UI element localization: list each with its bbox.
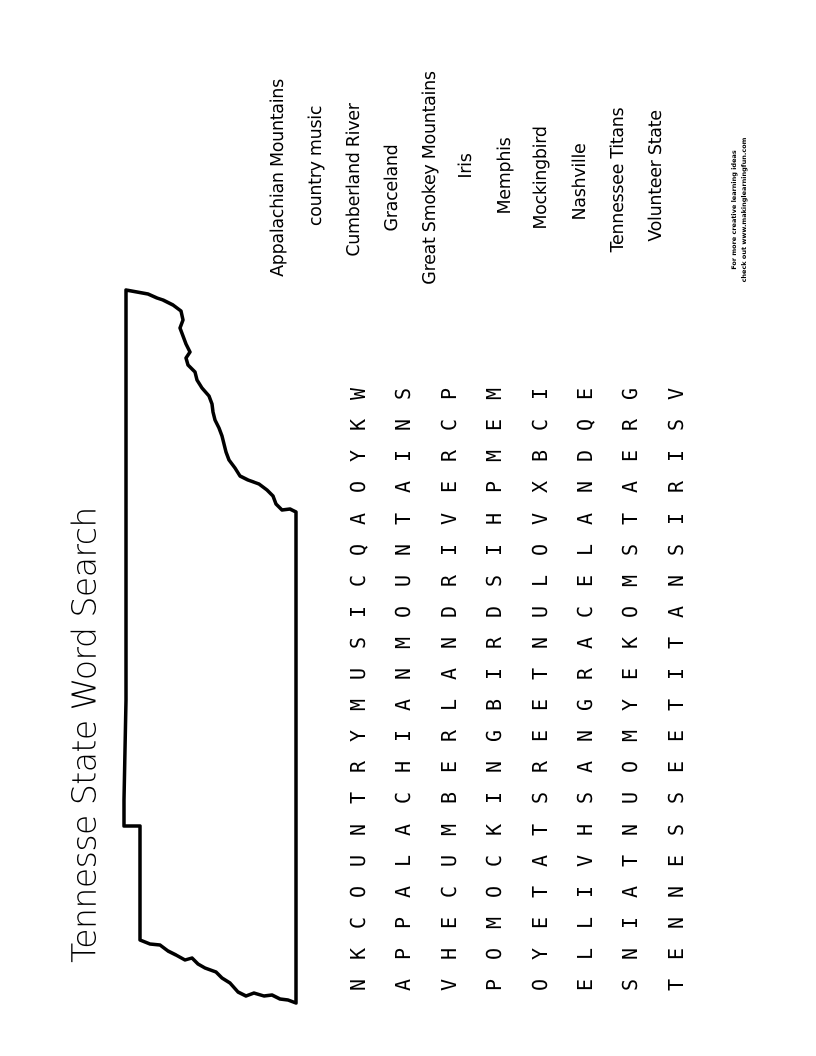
grid-letter: W xyxy=(346,388,370,401)
grid-letter: Y xyxy=(618,699,643,712)
grid-letter: H xyxy=(573,823,597,836)
grid-letter: A xyxy=(391,699,416,712)
grid-letter: T xyxy=(527,823,552,836)
grid-letter: N xyxy=(573,730,597,743)
grid-letter: T xyxy=(663,636,688,649)
word-list-item: Appalachian Mountains xyxy=(268,79,288,277)
grid-letter: M xyxy=(436,823,461,836)
grid-letter: C xyxy=(391,792,416,805)
grid-letter: N xyxy=(482,761,507,774)
grid-letter: P xyxy=(391,916,416,929)
grid-letter: P xyxy=(436,388,461,401)
grid-letter: V xyxy=(573,854,597,867)
grid-letter: N xyxy=(391,543,416,556)
grid-letter: E xyxy=(573,978,597,992)
grid-letter: G xyxy=(573,699,597,712)
grid-letter: P xyxy=(391,947,416,960)
grid-letter: O xyxy=(391,605,416,618)
grid-letter: M xyxy=(482,388,507,401)
grid-letter: I xyxy=(482,543,507,556)
grid-letter: N xyxy=(663,574,688,587)
grid-letter: M xyxy=(482,450,507,463)
grid-letter: A xyxy=(663,605,688,618)
grid-letter: U xyxy=(527,605,552,618)
grid-letter: O xyxy=(482,947,507,960)
grid-letter: Y xyxy=(346,730,370,743)
word-list-item: Memphis xyxy=(495,137,515,215)
grid-letter: V xyxy=(436,512,461,525)
grid-letter: S xyxy=(618,978,643,992)
credit-line-2: check out www.makinglearningfun.com xyxy=(740,137,748,283)
grid-letter: K xyxy=(618,636,643,649)
grid-letter: M xyxy=(618,730,643,743)
grid-letter: D xyxy=(573,450,597,463)
grid-letter: E xyxy=(618,667,643,681)
page-title: Tennesse State Word Search xyxy=(64,507,104,963)
grid-letter: I xyxy=(482,667,507,681)
grid-letter: M xyxy=(482,916,507,929)
grid-letter: O xyxy=(618,605,643,618)
grid-letter: M xyxy=(391,636,416,649)
grid-letter: A xyxy=(391,481,416,494)
grid-letter: R xyxy=(346,761,370,774)
grid-letter: D xyxy=(482,605,507,618)
grid-letter: S xyxy=(527,792,552,805)
grid-letter: L xyxy=(527,574,552,587)
grid-letter: O xyxy=(482,885,507,898)
grid-letter: L xyxy=(573,916,597,929)
grid-letter: E xyxy=(663,730,688,743)
grid-letter: C xyxy=(482,854,507,867)
word-list-item: Nashville xyxy=(570,143,590,221)
grid-letter: S xyxy=(663,823,688,836)
grid-letter: T xyxy=(391,512,416,525)
grid-letter: E xyxy=(436,761,461,774)
credit-line-1: For more creative learning ideas xyxy=(730,150,738,270)
grid-letter: I xyxy=(573,885,597,898)
grid-letter: A xyxy=(573,636,597,649)
grid-letter: Y xyxy=(527,947,552,960)
grid-letter: I xyxy=(663,450,688,463)
word-list-item: Tennessee Titans xyxy=(608,107,628,253)
grid-letter: N xyxy=(663,885,688,898)
grid-letter: C xyxy=(346,574,370,587)
grid-letter: T xyxy=(663,699,688,712)
grid-letter: T xyxy=(527,667,552,681)
grid-letter: E xyxy=(482,419,507,432)
grid-letter: T xyxy=(527,885,552,898)
grid-letter: R xyxy=(573,667,597,681)
grid-letter: U xyxy=(618,792,643,805)
grid-letter: N xyxy=(391,667,416,681)
grid-letter: X xyxy=(527,481,552,494)
grid-letter: A xyxy=(391,978,416,992)
grid-letter: E xyxy=(436,916,461,929)
grid-letter: H xyxy=(436,947,461,960)
grid-letter: C xyxy=(436,419,461,432)
grid-letter: R xyxy=(436,730,461,743)
grid-letter: D xyxy=(436,605,461,618)
grid-letter: I xyxy=(663,512,688,525)
grid-letter: I xyxy=(663,667,688,681)
grid-letter: H xyxy=(391,761,416,774)
grid-letter: V xyxy=(436,978,461,992)
grid-letter: E xyxy=(527,699,552,712)
grid-letter: L xyxy=(436,699,461,712)
grid-letter: N xyxy=(346,978,370,992)
grid-letter: V xyxy=(527,512,552,525)
grid-letter: R xyxy=(482,636,507,649)
grid-letter: G xyxy=(618,388,643,401)
grid-letter: R xyxy=(436,574,461,587)
grid-letter: E xyxy=(663,947,688,960)
grid-letter: O xyxy=(346,885,370,898)
grid-letter: S xyxy=(391,388,416,401)
grid-letter: E xyxy=(618,450,643,463)
grid-letter: R xyxy=(618,419,643,432)
grid-letter: V xyxy=(663,388,688,401)
word-list-item: Graceland xyxy=(382,144,402,232)
grid-letter: L xyxy=(573,543,597,556)
grid-letter: G xyxy=(482,730,507,743)
grid-letter: N xyxy=(618,947,643,960)
grid-letter: E xyxy=(527,916,552,929)
grid-letter: Y xyxy=(346,450,370,463)
word-list-item: Mockingbird xyxy=(531,126,551,230)
grid-letter: E xyxy=(573,388,597,401)
grid-letter: T xyxy=(618,512,643,525)
grid-letter: E xyxy=(436,481,461,494)
grid-letter: E xyxy=(573,574,597,587)
word-list-item: Volunteer State xyxy=(646,110,666,242)
grid-letter: A xyxy=(436,667,461,681)
grid-letter: U xyxy=(436,854,461,867)
grid-letter: Q xyxy=(346,543,370,556)
grid-letter: U xyxy=(346,854,370,867)
grid-letter: C xyxy=(346,916,370,929)
grid-letter: R xyxy=(663,481,688,494)
grid-letter: N xyxy=(663,916,688,929)
grid-letter: I xyxy=(482,792,507,805)
grid-letter: S xyxy=(663,543,688,556)
grid-letter: H xyxy=(482,512,507,525)
grid-letter: O xyxy=(527,978,552,992)
grid-letter: Q xyxy=(573,419,597,432)
grid-letter: B xyxy=(527,450,552,463)
grid-letter: A xyxy=(618,885,643,898)
grid-letter: E xyxy=(663,761,688,774)
grid-letter: L xyxy=(573,947,597,960)
grid-letter: R xyxy=(436,450,461,463)
grid-letter: O xyxy=(618,761,643,774)
grid-letter: U xyxy=(346,667,370,681)
grid-letter: I xyxy=(618,916,643,929)
grid-letter: S xyxy=(663,419,688,432)
grid-letter: T xyxy=(663,978,688,992)
grid-letter: K xyxy=(346,419,370,432)
grid-letter: A xyxy=(346,512,370,525)
grid-letter: C xyxy=(436,885,461,898)
grid-letter: K xyxy=(482,823,507,836)
grid-letter: I xyxy=(436,543,461,556)
grid-letter: O xyxy=(527,543,552,556)
word-list-item: Great Smokey Mountains xyxy=(420,71,440,285)
grid-letter: O xyxy=(346,481,370,494)
grid-letter: S xyxy=(346,636,370,649)
grid-letter: I xyxy=(527,388,552,401)
grid-letter: N xyxy=(346,823,370,836)
grid-letter: P xyxy=(482,978,507,992)
grid-letter: C xyxy=(527,419,552,432)
grid-letter: N xyxy=(391,419,416,432)
grid-letter: I xyxy=(391,730,416,743)
grid-letter: S xyxy=(482,574,507,587)
grid-letter: B xyxy=(482,699,507,712)
grid-letter: I xyxy=(391,450,416,463)
grid-letter: A xyxy=(618,481,643,494)
word-list-item: Iris xyxy=(456,153,476,179)
grid-letter: A xyxy=(391,885,416,898)
grid-letter: A xyxy=(391,823,416,836)
grid-letter: E xyxy=(663,854,688,867)
grid-letter: U xyxy=(391,574,416,587)
grid-letter: S xyxy=(663,792,688,805)
grid-letter: L xyxy=(391,854,416,867)
grid-letter: A xyxy=(573,761,597,774)
grid-letter: C xyxy=(573,605,597,618)
grid-letter: T xyxy=(618,854,643,867)
grid-letter: B xyxy=(436,792,461,805)
grid-letter: R xyxy=(527,761,552,774)
grid-letter: A xyxy=(573,512,597,525)
grid-letter: I xyxy=(346,605,370,618)
grid-letter: M xyxy=(346,699,370,712)
grid-letter: S xyxy=(573,792,597,805)
grid-letter: E xyxy=(527,730,552,743)
grid-letter: K xyxy=(346,947,370,960)
grid-letter: P xyxy=(482,481,507,494)
grid-letter: N xyxy=(527,636,552,649)
word-list-item: Cumberland River xyxy=(344,103,364,257)
word-list-item: country music xyxy=(306,105,326,227)
grid-letter: S xyxy=(618,543,643,556)
grid-letter: N xyxy=(573,481,597,494)
grid-letter: M xyxy=(618,574,643,587)
grid-letter: N xyxy=(618,823,643,836)
grid-letter: A xyxy=(527,854,552,867)
grid-letter: T xyxy=(346,792,370,805)
grid-letter: N xyxy=(436,636,461,649)
